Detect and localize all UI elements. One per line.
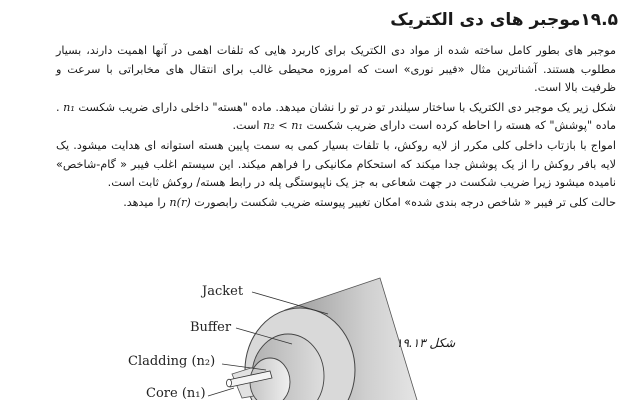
paragraph-2-text-b: . ماده "پوشش" که هسته را احاطه کرده است دارای ضریب شکست: [56, 100, 616, 133]
fiber-cross-section-illustration: [120, 270, 480, 400]
fiber-figure: [120, 270, 480, 400]
paragraph-2-text-c: است.: [232, 119, 260, 133]
paragraph-4-text-a: حالت کلی تر فیبر « شاخص درجه بندی شده» امکان تغییر پیوسته ضریب شکست رابصورت: [194, 195, 616, 209]
paragraph-4: [56, 194, 616, 213]
paragraph-2: [56, 99, 616, 136]
paragraph-3: امواج با بازتاب داخلی کلی مکرر از لایه روکش، با تلفات بسیار کمی به سمت پایین هسته استوانه ای هدایت میشود. یک لایه بافر روکش را از یک پوشش جدا میکند که استحکام مکانیکی را فراهم میکند. این سیستم اغلب فیبر « گام-شاخص» نامیده میشود زیرا ضریب شکست در جهت شعاعی به جز یک ناپیوستگی پله در رابط هسته/ روکش ثابت است.: [56, 138, 616, 190]
buffer-label: Buffer: [190, 320, 232, 335]
paragraph-4-text-b: را میدهد.: [123, 195, 166, 209]
core-leader: [208, 388, 234, 396]
nr-symbol: n(r): [169, 195, 191, 209]
section-title: ۱۹.۵موجبر های دی الکتریک: [390, 10, 618, 30]
core-end: [227, 379, 232, 387]
body-text: [56, 42, 616, 213]
jacket-label: Jacket: [202, 284, 244, 299]
inequality-formula: n₂ < n₁: [263, 119, 303, 133]
paragraph-2-text-a: شکل زیر یک موجبر دی الکتریک با ساختار سیلندر تو در تو را نشان میدهد. ماده "هسته" داخلی دارای ضریب شکست: [78, 100, 616, 114]
figure-caption: شکل ۱۹.۱۳: [396, 336, 456, 350]
n1-symbol: n₁: [63, 100, 75, 114]
paragraph-1: موجبر های بطور کامل ساخته شده از مواد دی الکتریک برای کاربرد هایی که تلفات اهمی در آنها اهمیت دارند، بسیار مطلوب هستند. آشناترین مثال «فیبر نوری» است که امروزه محیطی غالب برای انتقال های مخابراتی با سرعت و ظرفیت بالا است.: [56, 44, 616, 95]
cladding-label: Cladding (n₂): [128, 354, 216, 369]
core-label: Core (n₁): [146, 386, 206, 401]
